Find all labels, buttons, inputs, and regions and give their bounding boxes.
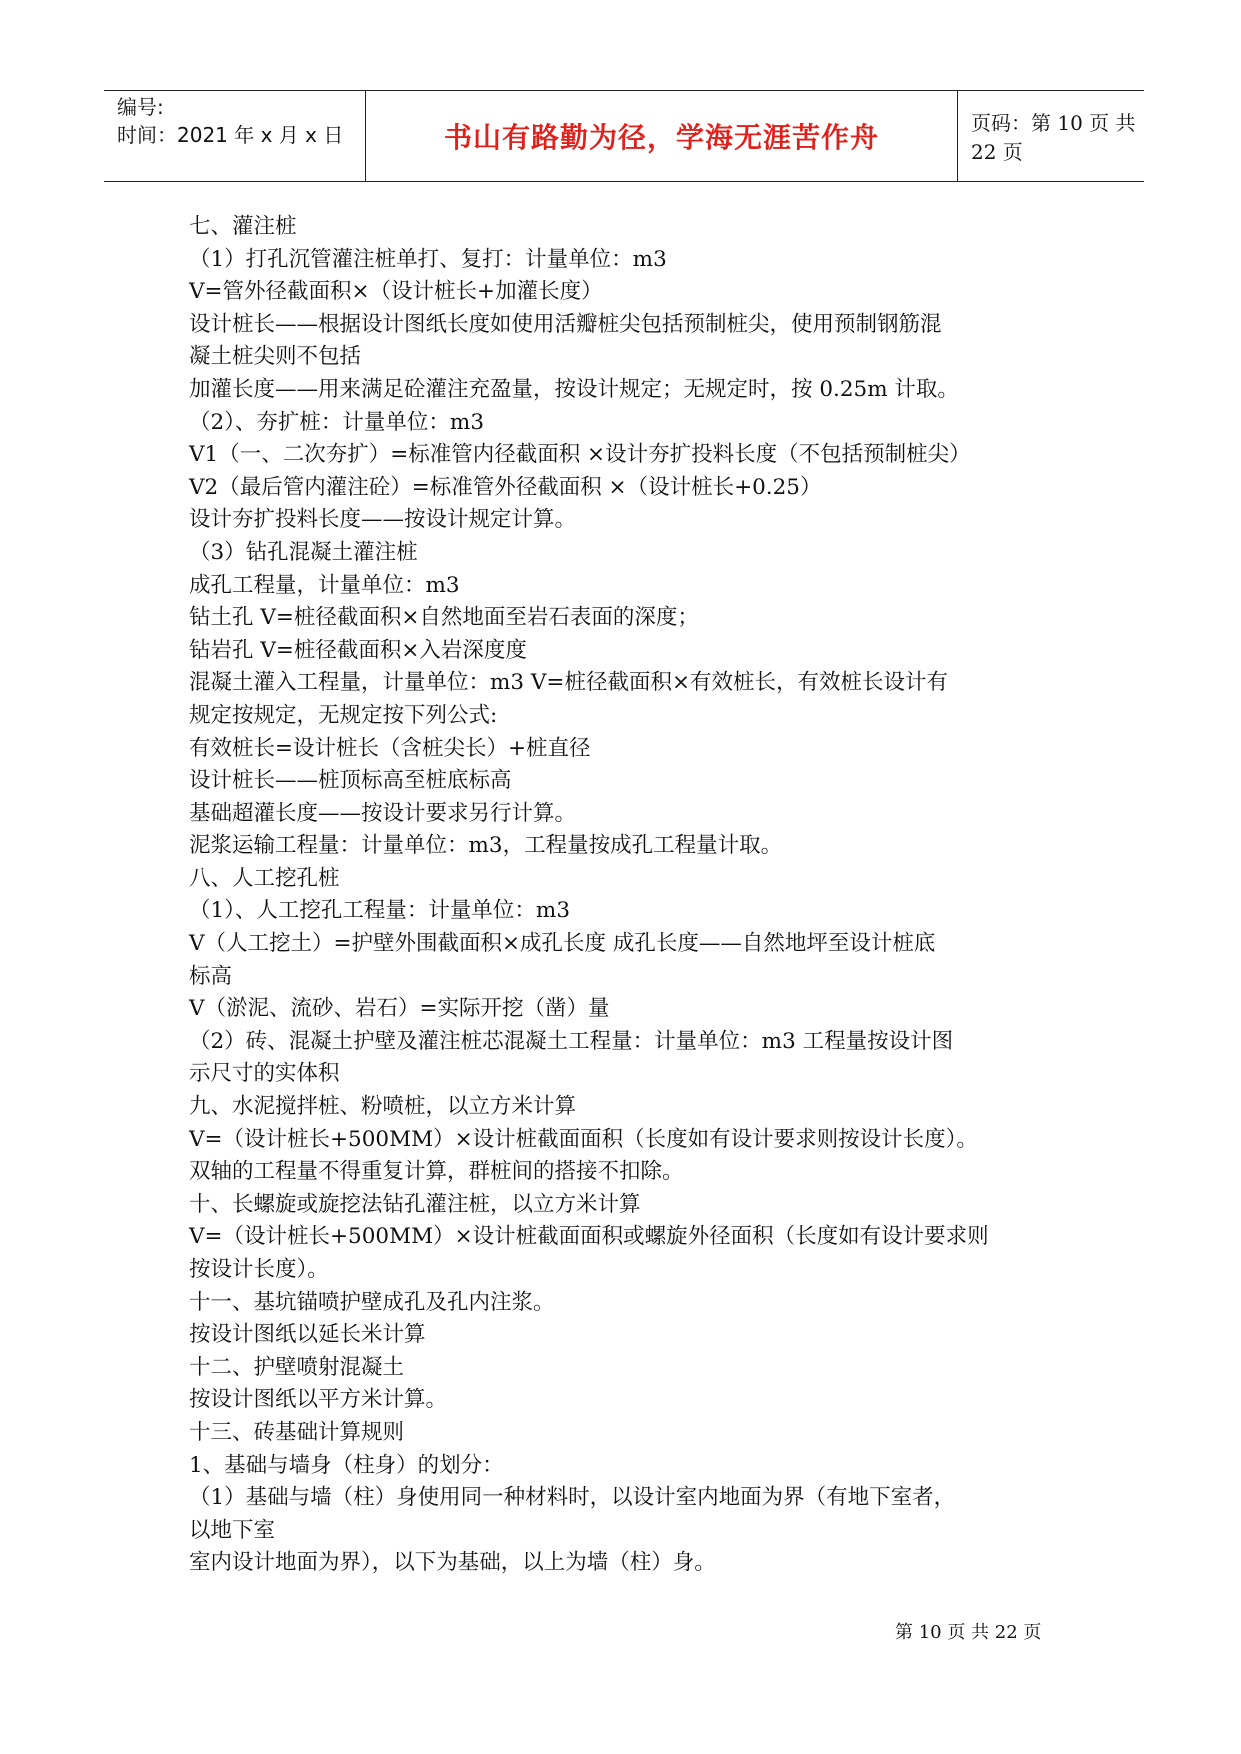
body-line: V（人工挖土）=护壁外围截面积×成孔长度 成孔长度——自然地坪至设计桩底 xyxy=(189,931,936,957)
page-footer-number: 第 10 页 共 22 页 xyxy=(895,1622,1042,1643)
body-line: 钻岩孔 V=桩径截面积×入岩深度度 xyxy=(189,637,527,663)
body-line: 加灌长度——用来满足砼灌注充盈量，按设计规定；无规定时，按 0.25m 计取。 xyxy=(189,376,959,402)
body-line: （3）钻孔混凝土灌注桩 xyxy=(189,539,418,565)
body-line: 有效桩长=设计桩长（含桩尖长）+桩直径 xyxy=(189,735,591,761)
body-line: 成孔工程量，计量单位：m3 xyxy=(189,572,460,598)
body-line: 混凝土灌入工程量，计量单位：m3 V=桩径截面积×有效桩长，有效桩长设计有 xyxy=(189,670,948,696)
page-header xyxy=(104,90,1144,182)
body-line: （1）、人工挖孔工程量：计量单位：m3 xyxy=(189,898,570,924)
body-line: 九、水泥搅拌桩、粉喷桩，以立方米计算 xyxy=(189,1094,577,1120)
body-line: 按设计图纸以平方米计算。 xyxy=(189,1387,448,1413)
header-page-info: 页码：第 10 页 共 22 页 xyxy=(971,111,1136,164)
body-line: 1、基础与墙身（柱身）的划分： xyxy=(189,1452,504,1478)
body-line: （2）、夯扩桩：计量单位：m3 xyxy=(189,409,484,435)
body-line: 设计桩长——根据设计图纸长度如使用活瓣桩尖包括预制桩尖，使用预制钢筋混 xyxy=(189,311,942,337)
body-line: 按设计长度）。 xyxy=(189,1257,329,1282)
body-line: 设计桩长——桩顶标高至桩底标高 xyxy=(189,768,512,794)
body-line: 十、长螺旋或旋挖法钻孔灌注桩，以立方米计算 xyxy=(189,1191,641,1217)
body-line: V2（最后管内灌注砼）=标准管外径截面积 ×（设计桩长+0.25） xyxy=(189,474,822,500)
body-line: 凝土桩尖则不包括 xyxy=(189,344,362,370)
body-line: （1）基础与墙（柱）身使用同一种材料时，以设计室内地面为界（有地下室者， xyxy=(189,1485,956,1511)
body-line: 标高 xyxy=(189,963,233,989)
body-line: 规定按规定，无规定按下列公式: xyxy=(189,702,498,728)
body-line: 基础超灌长度——按设计要求另行计算。 xyxy=(189,800,577,826)
body-line: 设计夯扩投料长度——按设计规定计算。 xyxy=(189,507,577,533)
document-body xyxy=(189,211,1069,1580)
body-line: 示尺寸的实体积 xyxy=(189,1061,340,1087)
body-line: 室内设计地面为界），以下为基础，以上为墙（柱）身。 xyxy=(189,1550,716,1576)
body-line: 十一、基坑锚喷护壁成孔及孔内注浆。 xyxy=(189,1289,555,1315)
body-line: 双轴的工程量不得重复计算，群桩间的搭接不扣除。 xyxy=(189,1159,684,1185)
header-motto: 书山有路勤为径，学海无涯苦作舟 xyxy=(366,91,958,181)
document-number-label: 编号: xyxy=(117,95,164,119)
body-line: （2）砖、混凝土护壁及灌注桩芯混凝土工程量：计量单位：m3 工程量按设计图 xyxy=(189,1028,954,1054)
body-line: 十三、砖基础计算规则 xyxy=(189,1419,405,1445)
body-line: 七、灌注桩 xyxy=(189,214,297,239)
body-line: V（淤泥、流砂、岩石）=实际开挖（凿）量 xyxy=(189,996,610,1022)
header-meta xyxy=(104,91,366,181)
body-line: V1（一、二次夯扩）=标准管内径截面积 ×设计夯扩投料长度（不包括预制桩尖） xyxy=(189,442,971,468)
body-line: V=管外径截面积×（设计桩长+加灌长度） xyxy=(189,279,603,305)
body-line: 按设计图纸以延长米计算 xyxy=(189,1322,426,1348)
body-line: V=（设计桩长+500MM）×设计桩截面面积或螺旋外径面积（长度如有设计要求则 xyxy=(189,1224,989,1250)
body-line: 钻土孔 V=桩径截面积×自然地面至岩石表面的深度； xyxy=(189,605,699,631)
body-line: V=（设计桩长+500MM）×设计桩截面面积（长度如有设计要求则按设计长度）。 xyxy=(189,1126,978,1152)
body-line: 八、人工挖孔桩 xyxy=(189,865,340,891)
body-line: 十二、护壁喷射混凝土 xyxy=(189,1354,405,1380)
body-line: 泥浆运输工程量：计量单位：m3，工程量按成孔工程量计取。 xyxy=(189,833,783,859)
document-time-label: 时间：2021 年 x 月 x 日 xyxy=(117,123,344,147)
body-line: 以地下室 xyxy=(189,1517,276,1543)
body-line: （1）打孔沉管灌注桩单打、复打：计量单位：m3 xyxy=(189,246,667,272)
